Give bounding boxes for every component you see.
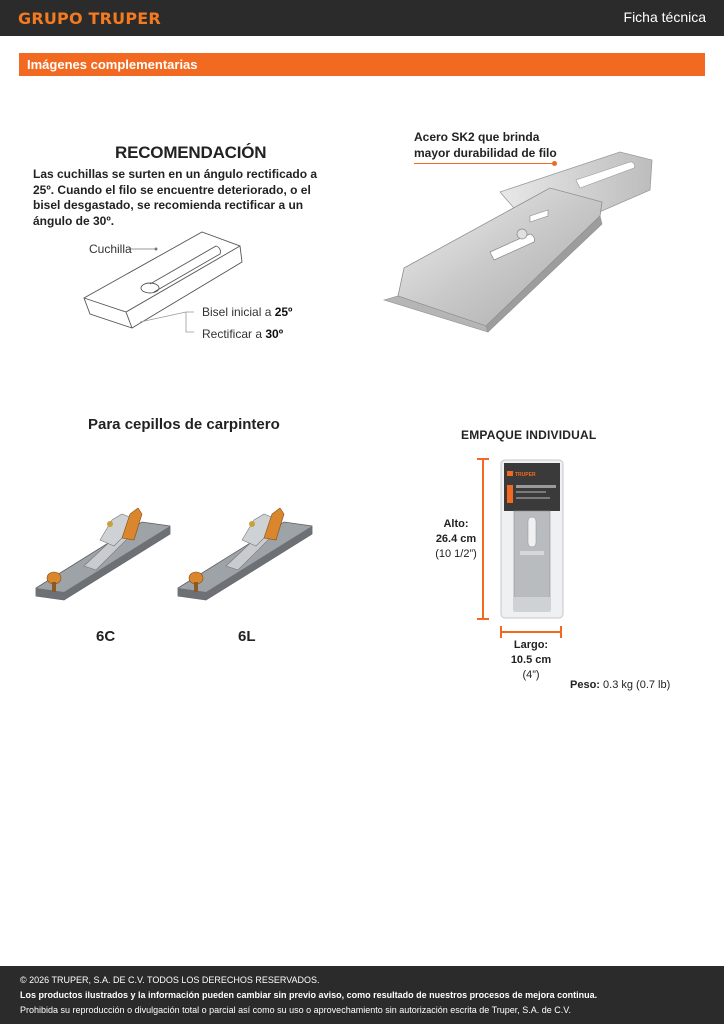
height-dimension-cap-bottom [477,618,489,620]
bevel-label: Bisel inicial a 25º [202,305,293,319]
height-spec: Alto: 26.4 cm (10 1/2”) [435,518,477,560]
footer-prohibition: Prohibida su reproducción o divulgación total o parcial así como su uso o aprovechamiento sin autorización escrita de Truper, S.A. de C.V. [20,1005,571,1015]
brand-logo: GRUPO TRUPER [18,9,161,28]
section-header [19,53,705,76]
blade-label: Cuchilla [89,242,132,256]
package-image [500,459,564,619]
rectify-label: Rectificar a 30º [202,327,284,341]
plane-image-6l [172,500,317,605]
blade-photo [380,150,660,340]
angle-rectify: 30º [93,213,111,228]
steel-callout: Acero SK2 que brinda mayor durabilidad de filo [414,130,557,160]
footer [0,966,724,1024]
height-dimension-line [482,458,484,620]
width-dimension-line [500,631,562,633]
height-dimension-cap-top [477,458,489,460]
plane-image-6c [30,500,175,605]
recommendation-title: RECOMENDACIÓN [115,143,267,162]
footer-notice: Los productos ilustrados y la información pueden cambiar sin previo aviso, como resultado de nuestros procesos de mejora continua. [20,990,598,1000]
angle-initial: 25º [33,182,51,197]
width-dimension-cap-right [560,626,562,638]
section-title: Imágenes complementarias [27,57,198,72]
blade-leader-line [128,247,158,251]
packaging-title: EMPAQUE INDIVIDUAL [461,428,597,442]
weight-spec: Peso: 0.3 kg (0.7 lb) [570,679,671,691]
bevel-leader-line [138,306,198,336]
document-type: Ficha técnica [623,9,706,25]
width-spec: Largo: 10.5 cm (4”) [510,639,552,681]
package-brand: TRUPER [515,472,536,478]
planes-title: Para cepillos de carpintero [88,416,280,433]
model-label-6c: 6C [96,628,116,645]
recommendation-text: Las cuchillas se surten en un ángulo rectificado a 25º. Cuando el filo se encuentre deteriorado, o el bisel desgastado, se recomienda rectificar a un ángulo de 30º. [33,167,318,228]
top-bar [0,0,724,36]
model-label-6l: 6L [238,628,256,645]
steel-callout-dot [552,161,557,166]
width-dimension-cap-left [500,626,502,638]
footer-copyright: © 2026 TRUPER, S.A. DE C.V. TODOS LOS DERECHOS RESERVADOS. [20,975,320,985]
steel-callout-line [414,163,554,164]
